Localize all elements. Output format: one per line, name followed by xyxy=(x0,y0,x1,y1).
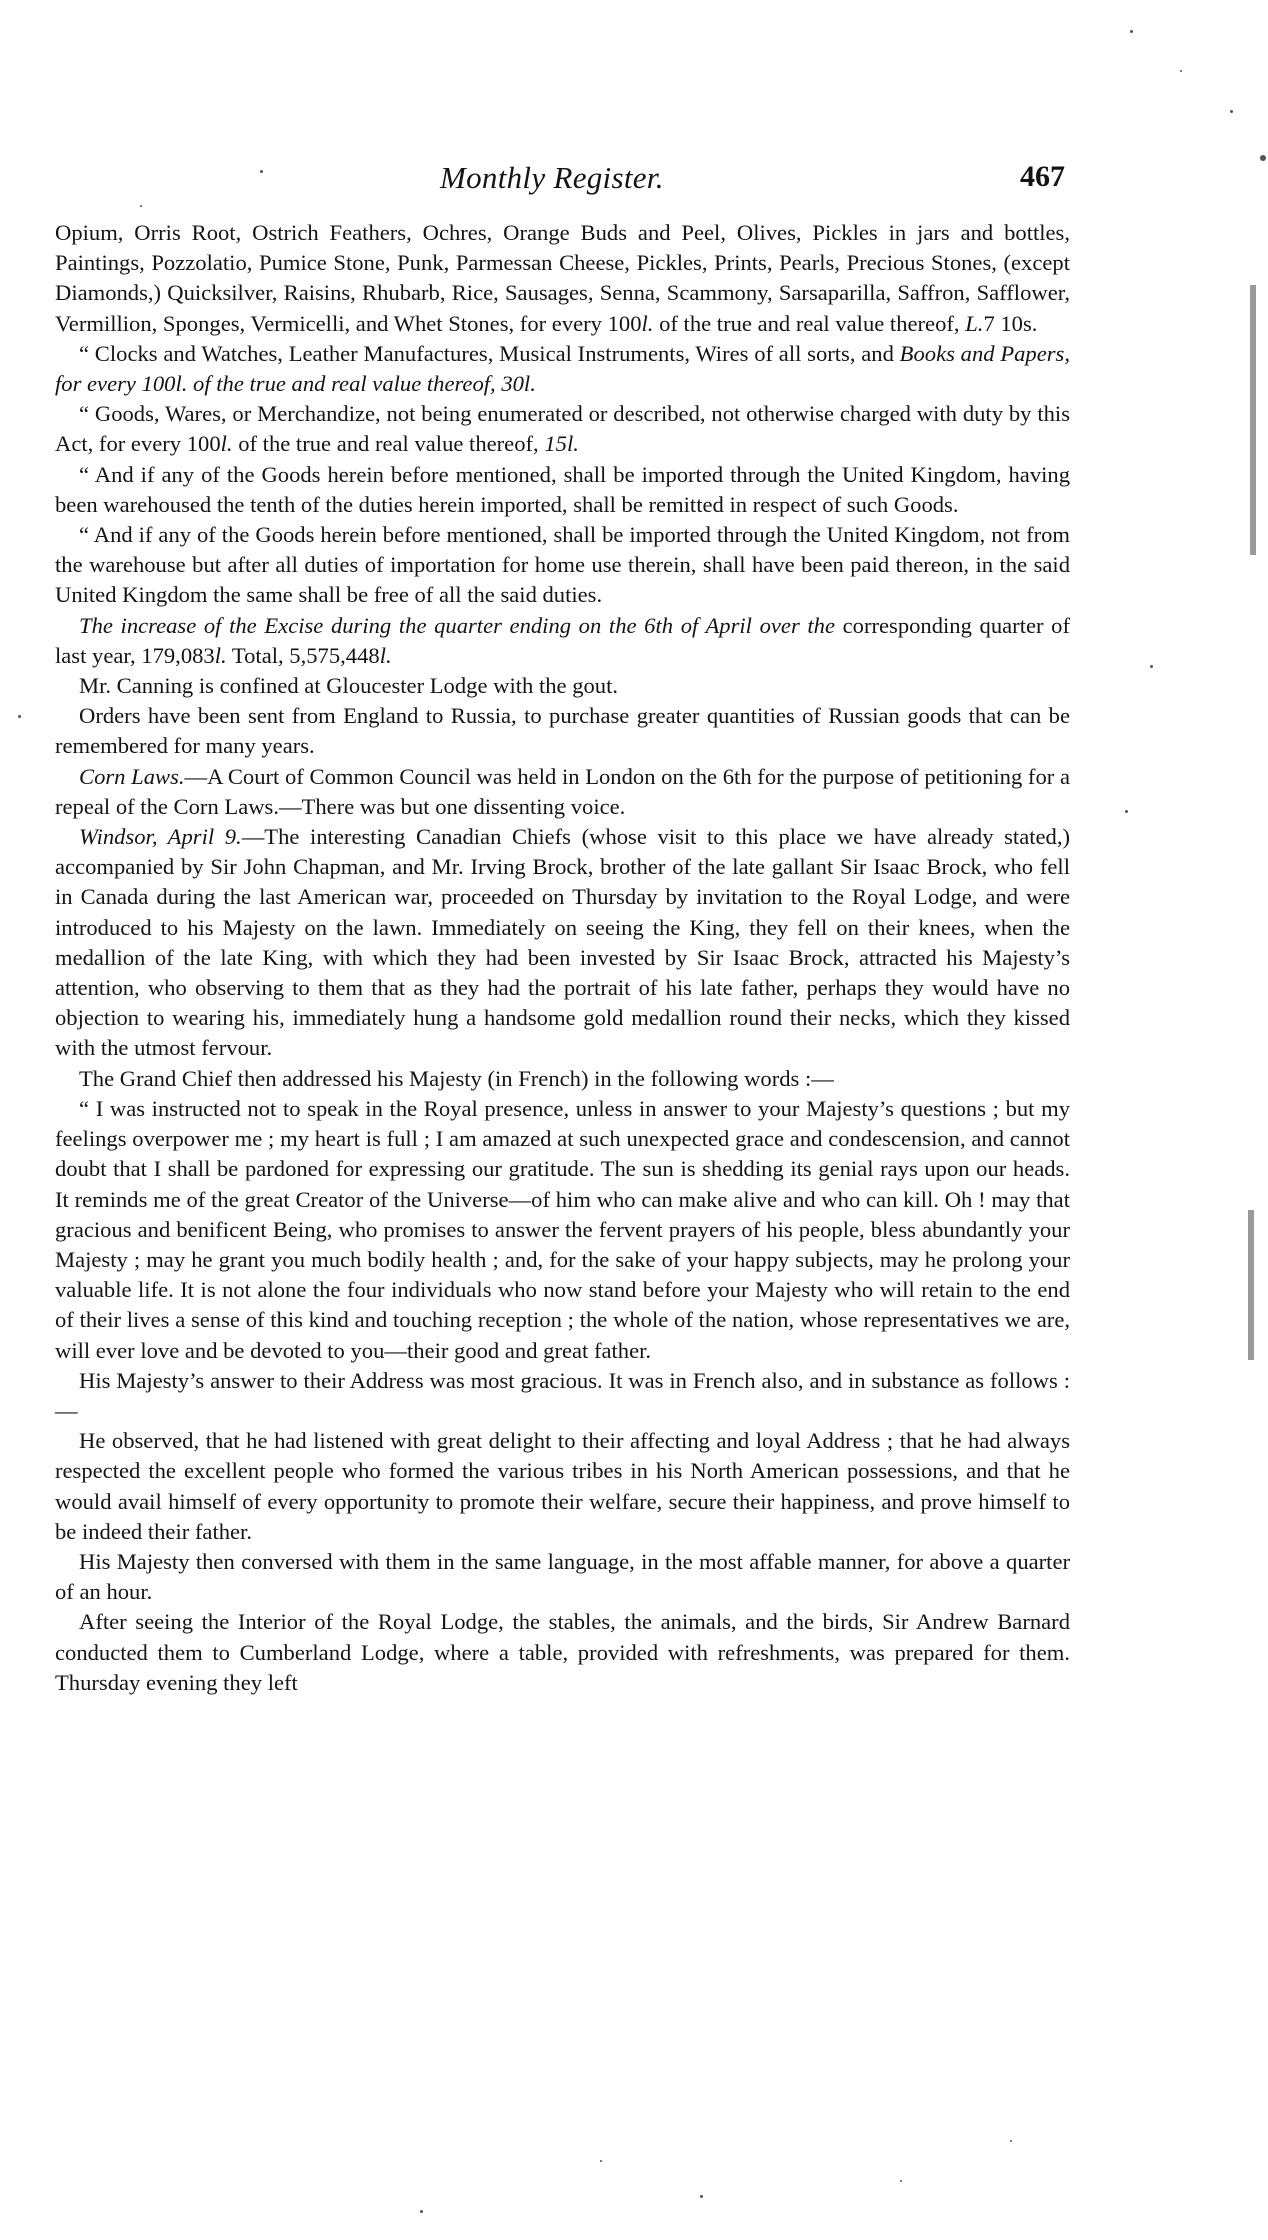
scan-speck xyxy=(260,170,263,173)
text-run: Books and Papers, for every 100l. of the true and real value thereof, 30l. xyxy=(55,340,1070,397)
text-run: The Grand Chief then addressed his Majesty (in French) in the following words :— xyxy=(79,1065,834,1091)
text-run: 7 10s. xyxy=(983,310,1038,336)
paragraph-p15 xyxy=(55,1547,1070,1607)
paragraph-p11 xyxy=(55,1064,1070,1094)
text-run: l. xyxy=(641,310,654,336)
text-run: His Majesty’s answer to their Address was most gracious. It was in French also, and in substance as follows :— xyxy=(55,1367,1070,1423)
paragraph-p6 xyxy=(55,611,1070,671)
scan-speck xyxy=(1230,110,1233,113)
scan-speck xyxy=(1010,2140,1012,2142)
text-run: “ And if any of the Goods herein before mentioned, shall be imported through the United Kingdom, having been warehoused the tenth of the duties herein imported, shall be remitted in respect of such Goods. xyxy=(55,461,1070,517)
scan-speck xyxy=(140,205,142,207)
paragraph-p9 xyxy=(55,762,1070,822)
scan-speck xyxy=(700,2195,703,2198)
scan-edge-mark xyxy=(1250,285,1256,555)
text-run: —A Court of Common Council was held in London on the 6th for the purpose of petitioning for a repeal of the Corn Laws.—There was but one dissenting voice. xyxy=(55,763,1070,819)
scan-speck xyxy=(1125,810,1128,813)
paragraph-p13 xyxy=(55,1366,1070,1426)
paragraph-p7 xyxy=(55,671,1070,701)
text-run: Total, 5,575,448 xyxy=(226,642,380,668)
paragraph-p16 xyxy=(55,1607,1070,1698)
text-run: Mr. Canning is confined at Gloucester Lodge with the gout. xyxy=(79,673,619,699)
text-run: corresponding quarter of last year, 179,083 xyxy=(55,612,1070,668)
text-run: l. xyxy=(379,642,392,668)
paragraph-p4 xyxy=(55,460,1070,520)
text-run: He observed, that he had listened with great delight to their affecting and loyal Address ; that he had always respected the excellent people who formed the various tribes in his North American possessions, and that he would avail himself of every opportunity to promote their welfare, secure their happiness, and prove himself to be indeed their father. xyxy=(55,1428,1070,1544)
text-run: After seeing the Interior of the Royal Lodge, the stables, the animals, and the birds, Sir Andrew Barnard conducted them to Cumberland Lodge, where a table, provided with refreshments, was prepared for them. Thursday evening they left xyxy=(55,1609,1070,1695)
scan-speck xyxy=(900,2180,902,2182)
text-run: of the true and real value thereof, xyxy=(232,431,545,457)
text-run: The increase of the Excise during the quarter ending on the 6th of April over the xyxy=(79,612,835,638)
paragraph-p14 xyxy=(55,1426,1070,1547)
text-run: “ I was instructed not to speak in the Royal presence, unless in answer to your Majesty’s questions ; but my feelings overpower me ; my heart is full ; I am amazed at such unexpected grace and condescension, and cannot doubt that I shall be pardoned for expressing our gratitude. The sun is shedding its genial rays upon our heads. It reminds me of the great Creator of the Universe—of him who can make alive and who can kill. Oh ! may that gracious and benificent Being, who promises to answer the fervent prayers of his people, bless abundantly your Majesty ; may he grant you much bodily health ; and, for the sake of your happy subjects, may he prolong your valuable life. It is not alone the four individuals who now stand before your Majesty who will retain to the end of their lives a sense of this kind and touching reception ; the whole of the nation, whose representatives we are, will ever love and be devoted to you—their good and great father. xyxy=(55,1095,1070,1363)
paragraph-p5 xyxy=(55,520,1070,611)
paragraph-p3 xyxy=(55,399,1070,459)
paragraph-p12 xyxy=(55,1094,1070,1366)
page-number: 467 xyxy=(1020,160,1065,193)
text-run: “ Clocks and Watches, Leather Manufactures, Musical Instruments, Wires of all sorts, and xyxy=(79,340,900,366)
text-run: of the true and real value thereof, xyxy=(653,310,966,336)
text-run: Opium, Orris Root, Ostrich Feathers, Ochres, Orange Buds and Peel, Olives, Pickles in jars and bottles, Paintings, Pozzolatio, Pumice Stone, Punk, Parmessan Cheese, Pickles, Prints, Pearls, Precious Stones, (except Diamonds,) Quicksilver, Raisins, Rhubarb, Rice, Sausages, Senna, Scammony, Sarsaparilla, Saffron, Safflower, Vermillion, Sponges, Vermicelli, and Whet Stones, for every 100 xyxy=(55,220,1070,336)
text-run: l. xyxy=(214,642,227,668)
text-run: “ Goods, Wares, or Merchandize, not being enumerated or described, not otherwise charged with duty by this Act, for every 100 xyxy=(55,401,1070,457)
scan-speck xyxy=(600,2160,602,2162)
scan-speck xyxy=(1260,155,1266,161)
text-run: Windsor, April 9. xyxy=(79,824,242,850)
text-run: l. xyxy=(220,431,233,457)
paragraph-p8 xyxy=(55,701,1070,761)
text-run: “ And if any of the Goods herein before mentioned, shall be imported through the United Kingdom, not from the warehouse but after all duties of importation for home use therein, shall have been paid thereon, in the said United Kingdom the same shall be free of all the said duties. xyxy=(55,522,1070,608)
paragraph-p1 xyxy=(55,218,1070,339)
paragraph-p10 xyxy=(55,822,1070,1064)
scan-speck xyxy=(1180,70,1182,72)
text-run: His Majesty then conversed with them in the same language, in the most affable manner, for above a quarter of an hour. xyxy=(55,1548,1070,1605)
article-body xyxy=(55,218,1070,1698)
running-head xyxy=(0,160,1268,204)
text-run: L. xyxy=(965,310,984,336)
text-run: —The interesting Canadian Chiefs (whose visit to this place we have already stated,) accompanied by Sir John Chapman, and Mr. Irving Brock, brother of the late gallant Sir Isaac Brock, who fell in Canada during the last American war, proceeded on Thursday by invitation to the Royal Lodge, and were introduced to his Majesty on the lawn. Immediately on seeing the King, they fell on their knees, when the medallion of the late King, with which they had been invested by Sir Isaac Brock, attracted his Majesty’s attention, who observing to them that as they had the portrait of his late father, perhaps they would have no objection to wearing his, immediately hung a handsome gold medallion round their necks, which they kissed with the utmost fervour. xyxy=(55,824,1070,1061)
scan-speck xyxy=(1150,665,1153,668)
text-run: Orders have been sent from England to Russia, to purchase greater quantities of Russian goods that can be remembered for many years. xyxy=(55,703,1070,759)
scan-edge-mark xyxy=(1248,1210,1254,1360)
scan-speck xyxy=(1130,30,1133,33)
paragraph-p2 xyxy=(55,339,1070,399)
scan-speck xyxy=(18,715,21,718)
running-title: Monthly Register. xyxy=(440,160,664,195)
scan-speck xyxy=(420,2210,423,2213)
text-run: 15l. xyxy=(544,431,579,457)
text-run: Corn Laws. xyxy=(79,763,185,789)
